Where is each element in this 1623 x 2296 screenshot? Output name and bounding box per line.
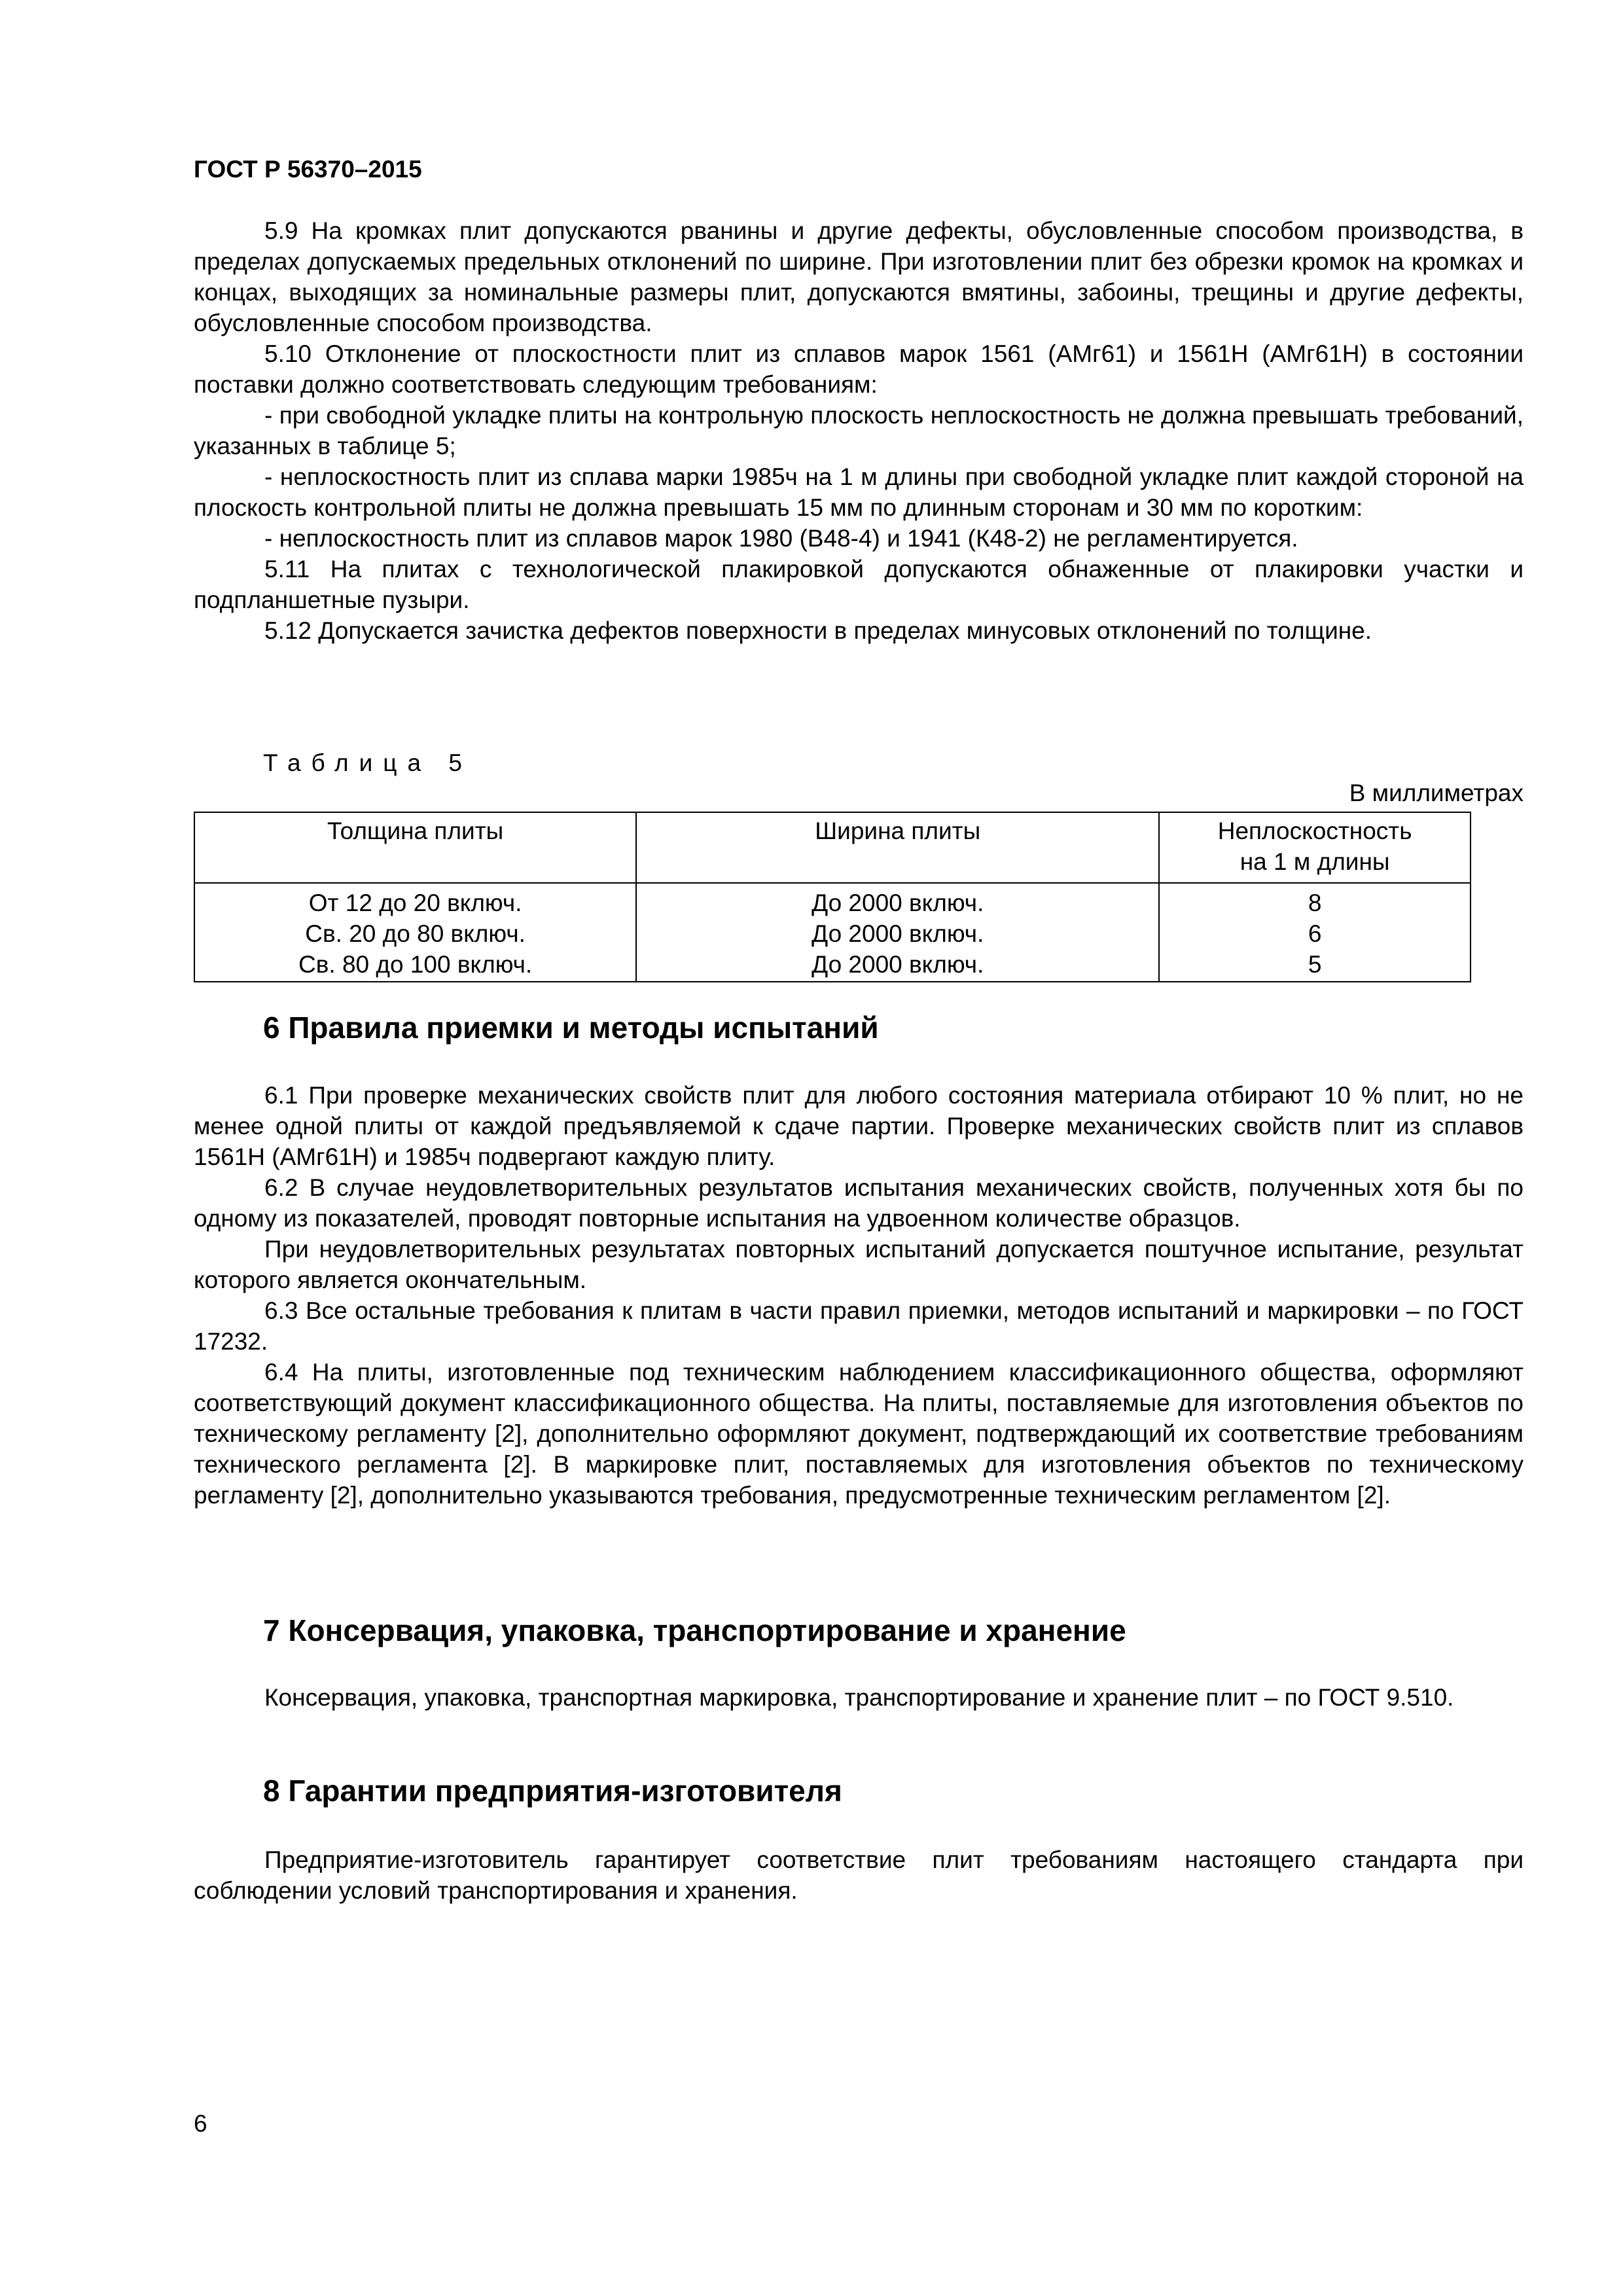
paragraph-5-10-item-3: - неплоскостность плит из сплавов марок 1980 (В48-4) и 1941 (К48-2) не регламентируется. — [264, 525, 1298, 552]
section-6-title: 6 Правила приемки и методы испытаний — [263, 1011, 879, 1045]
paragraph-6-2-cont: При неудовлетворительных результатах повторных испытаний допускается поштучное испытание, результат которого является окончательным. — [194, 1236, 1524, 1293]
table-row — [194, 918, 1471, 949]
section-7-title: 7 Консервация, упаковка, транспортирование и хранение — [263, 1613, 1126, 1647]
table-5 — [194, 812, 1471, 982]
paragraph-6-2: 6.2 В случае неудовлетворительных результатов испытания механических свойств, полученных хотя бы по одному из показателей, проводят повторные испытания на удвоенном количестве образцов. — [194, 1174, 1524, 1232]
paragraph-6-4: 6.4 На плиты, изготовленные под техническим наблюдением классификационного общества, оформляют соответствующий документ классификационного общества. На плиты, поставляемые для изготовления объектов по техническому регламенту [2], дополнительно оформляют документ, подтверждающий их соответствие требованиям технического регламента [2]. В маркировке плит, поставляемых для изготовления объектов по техническому регламенту [2], дополнительно указываются требования, предусмотренные техническим регламентом [2]. — [194, 1359, 1524, 1509]
cell-width: До 2000 включ. — [636, 949, 1159, 982]
table-row — [194, 883, 1471, 918]
header-width: Ширина плиты — [636, 812, 1159, 883]
paragraph-5-10: 5.10 Отклонение от плоскостности плит из сплавов марок 1561 (АМг61) и 1561Н (АМг61Н) в состоянии поставки должно соответствовать следующим требованиям: — [194, 340, 1524, 398]
table-caption: Таблица 5 — [263, 749, 473, 776]
header-flatness-line1: Неплоскостность — [1217, 817, 1412, 844]
section-6-text — [194, 1080, 1524, 1511]
paragraph-7: Консервация, упаковка, транспортная маркировка, транспортирование и хранение плит – по ГОСТ 9.510. — [264, 1684, 1454, 1711]
paragraph-5-10-item-2: - неплоскостность плит из сплава марки 1985ч на 1 м длины при свободной укладке плит каждой стороной на плоскость контрольной плиты не должна превышать 15 мм по длинным сторонам и 30 мм по коротким: — [194, 463, 1524, 521]
paragraph-6-3: 6.3 Все остальные требования к плитам в части правил приемки, методов испытаний и маркировки – по ГОСТ 17232. — [194, 1297, 1524, 1355]
paragraph-5-10-item-1: - при свободной укладке плиты на контрольную плоскость неплоскостность не должна превышать требований, указанных в таблице 5; — [194, 402, 1524, 459]
cell-width: До 2000 включ. — [636, 918, 1159, 949]
header-flatness-line2: на 1 м длины — [1240, 848, 1390, 875]
paragraph-5-9: 5.9 На кромках плит допускаются рванины и другие дефекты, обусловленные способом производства, в пределах допускаемых предельных отклонений по ширине. При изготовлении плит без обрезки кромок на кромках и концах, выходящих за номинальные размеры плит, допускаются вмятины, забоины, трещины и другие дефекты, обусловленные способом производства. — [194, 217, 1524, 336]
cell-thickness: Св. 20 до 80 включ. — [194, 918, 636, 949]
cell-flatness: 5 — [1159, 949, 1471, 982]
table-units: В миллиметрах — [1349, 780, 1524, 806]
paragraph-5-11: 5.11 На плитах с технологической плакировкой допускаются обнаженные от плакировки участки и подпланшетные пузыри. — [194, 556, 1524, 613]
document-header: ГОСТ Р 56370–2015 — [194, 156, 422, 183]
cell-width: До 2000 включ. — [636, 883, 1159, 918]
paragraph-6-1: 6.1 При проверке механических свойств плит для любого состояния материала отбирают 10 % плит, но не менее одной плиты от каждой предъявляемой к сдаче партии. Проверке механических свойств плит из сплавов 1561Н (АМг61Н) и 1985ч подвергают каждую плиту. — [194, 1082, 1524, 1170]
cell-flatness: 6 — [1159, 918, 1471, 949]
cell-thickness: От 12 до 20 включ. — [194, 883, 636, 918]
table-header-row — [194, 812, 1471, 883]
table-row — [194, 949, 1471, 982]
paragraph-8: Предприятие-изготовитель гарантирует соответствие плит требованиям настоящего стандарта при соблюдении условий транспортирования и хранения. — [194, 1846, 1524, 1904]
header-flatness — [1159, 812, 1471, 883]
cell-thickness: Св. 80 до 100 включ. — [194, 949, 636, 982]
paragraph-5-12: 5.12 Допускается зачистка дефектов поверхности в пределах минусовых отклонений по толщине. — [264, 617, 1372, 644]
section-5-text — [194, 215, 1524, 646]
section-8-title: 8 Гарантии предприятия-изготовителя — [263, 1774, 842, 1808]
cell-flatness: 8 — [1159, 883, 1471, 918]
section-8-text — [194, 1844, 1524, 1906]
page-number: 6 — [194, 2110, 207, 2137]
section-7-text — [194, 1682, 1524, 1713]
header-thickness: Толщина плиты — [194, 812, 636, 883]
